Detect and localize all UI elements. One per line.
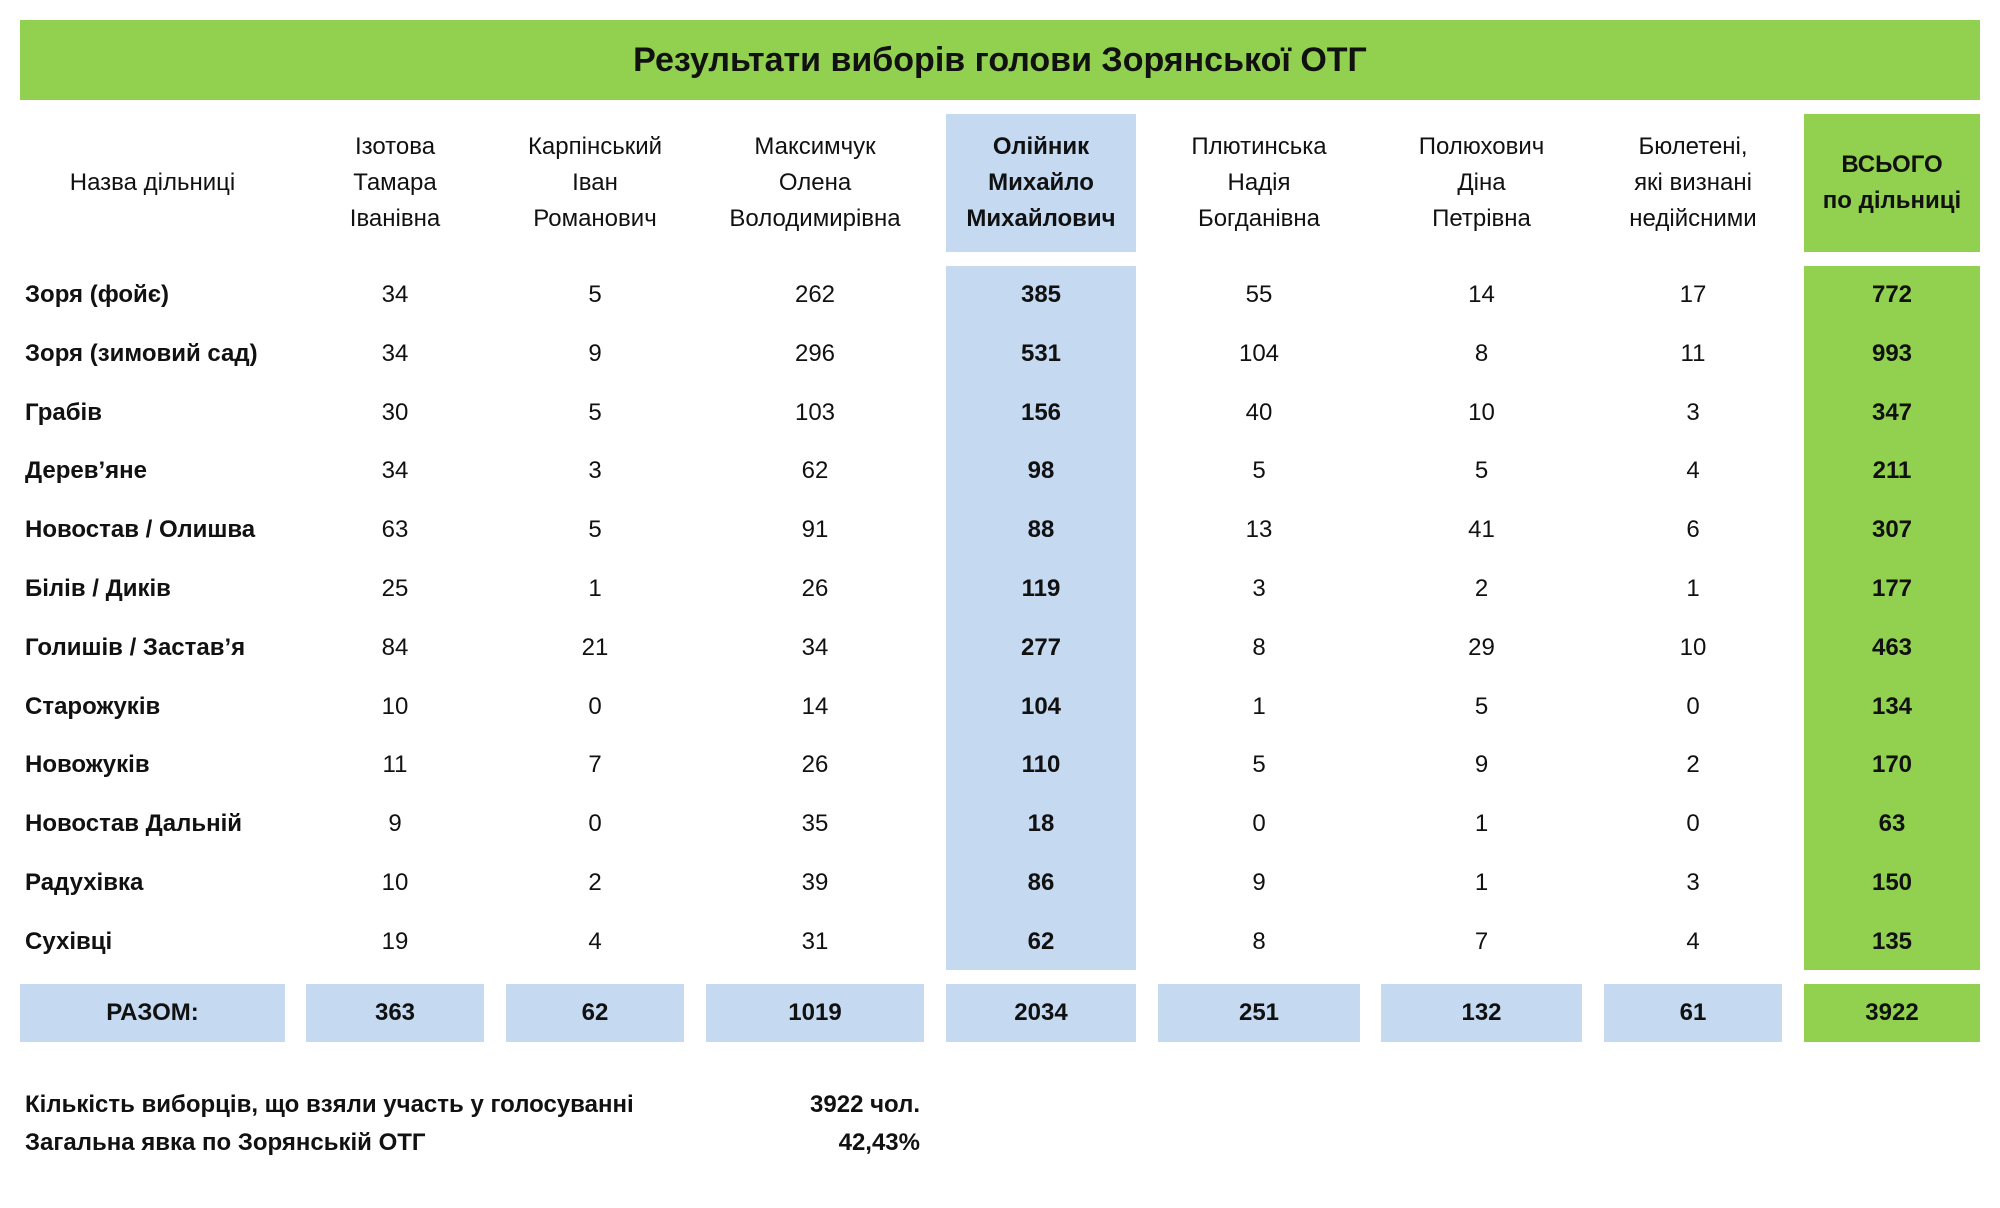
vote-count-maksymchuk: 35 xyxy=(801,810,829,838)
station-name-cell: Новостав / Олишва xyxy=(25,516,256,544)
vote-count-polyukhovych: 29 xyxy=(1468,633,1495,661)
vote-count-total: 150 xyxy=(1871,869,1913,896)
vote-count-polyukhovych: 1 xyxy=(1474,810,1489,838)
vote-count-karpinskyi: 21 xyxy=(581,633,609,661)
vote-count-izotova: 34 xyxy=(381,457,409,485)
column-header-polyukhovych: Полюхович Діна Петрівна xyxy=(1418,133,1545,232)
summary-label: Кількість виборців, що взяли участь у голосуванні xyxy=(25,1091,634,1118)
vote-count-invalid-ballots: 3 xyxy=(1686,398,1700,426)
vote-count-karpinskyi: 4 xyxy=(588,927,602,955)
vote-count-invalid-ballots: 1 xyxy=(1686,575,1700,602)
vote-count-polyukhovych: 14 xyxy=(1468,281,1495,308)
column-header-station-name: Назва дільниці xyxy=(69,169,236,196)
vote-count-karpinskyi: 3 xyxy=(588,457,602,485)
vote-count-izotova: 19 xyxy=(381,927,409,955)
column-header-plyutynska: Плютинська Надія Богданівна xyxy=(1191,133,1327,232)
vote-count-plyutynska: 40 xyxy=(1245,398,1273,426)
vote-count-polyukhovych: 2 xyxy=(1474,575,1489,602)
vote-count-maksymchuk: 34 xyxy=(801,633,829,661)
vote-count-karpinskyi: 0 xyxy=(588,810,602,838)
station-name-cell: Дерев’яне xyxy=(25,457,148,485)
vote-count-total: 170 xyxy=(1871,751,1913,779)
vote-count-karpinskyi: 5 xyxy=(588,281,602,308)
total-maksymchuk: 1019 xyxy=(706,984,924,1042)
totals-label: РАЗОМ: xyxy=(20,984,285,1042)
vote-count-plyutynska: 8 xyxy=(1252,927,1266,955)
vote-count-plyutynska: 13 xyxy=(1245,516,1273,544)
vote-count-total: 993 xyxy=(1871,339,1913,367)
vote-count-oliinyk: 98 xyxy=(1027,457,1055,485)
vote-count-plyutynska: 104 xyxy=(1238,339,1280,367)
vote-count-invalid-ballots: 11 xyxy=(1680,339,1706,367)
station-name-cell: Голишів / Застав’я xyxy=(25,633,246,661)
station-name-cell: Новожуків xyxy=(25,751,150,779)
vote-count-izotova: 30 xyxy=(381,398,409,426)
vote-count-plyutynska: 9 xyxy=(1252,869,1266,896)
vote-count-oliinyk: 110 xyxy=(1021,751,1061,779)
column-header-izotova: Ізотова Тамара Іванівна xyxy=(349,133,441,232)
vote-count-invalid-ballots: 2 xyxy=(1686,751,1700,779)
vote-count-polyukhovych: 5 xyxy=(1474,457,1489,485)
vote-count-plyutynska: 0 xyxy=(1252,810,1266,838)
vote-count-maksymchuk: 103 xyxy=(794,398,836,426)
vote-count-invalid-ballots: 4 xyxy=(1686,927,1700,955)
total-oliinyk: 2034 xyxy=(946,984,1136,1042)
total-plyutynska: 251 xyxy=(1158,984,1360,1042)
vote-count-oliinyk: 88 xyxy=(1027,516,1055,544)
summary-value: 3922 чол. xyxy=(810,1091,920,1118)
column-header-total: ВСЬОГО по дільниці xyxy=(1822,151,1962,214)
vote-count-invalid-ballots: 3 xyxy=(1686,869,1700,896)
vote-count-total: 135 xyxy=(1871,927,1913,955)
vote-count-oliinyk: 86 xyxy=(1027,869,1055,896)
vote-count-maksymchuk: 14 xyxy=(801,692,829,720)
station-name-cell: Новостав Дальній xyxy=(25,810,243,838)
vote-count-oliinyk: 62 xyxy=(1027,927,1055,955)
column-header-maksymchuk: Максимчук Олена Володимирівна xyxy=(729,133,901,232)
total-total: 3922 xyxy=(1804,984,1980,1042)
station-name-cell: Зоря (зимовий сад) xyxy=(25,339,258,367)
vote-count-karpinskyi: 5 xyxy=(588,516,602,544)
vote-count-karpinskyi: 2 xyxy=(588,869,602,896)
vote-count-izotova: 34 xyxy=(381,281,409,308)
vote-count-total: 463 xyxy=(1871,633,1913,661)
vote-count-total: 134 xyxy=(1871,692,1913,720)
vote-count-total: 307 xyxy=(1871,516,1913,544)
column-header-karpinskyi: Карпінський Іван Романович xyxy=(527,133,663,232)
station-name-cell: Старожуків xyxy=(25,692,161,720)
vote-count-total: 211 xyxy=(1872,457,1912,485)
vote-count-polyukhovych: 41 xyxy=(1468,516,1495,544)
vote-count-invalid-ballots: 10 xyxy=(1679,633,1707,661)
vote-count-plyutynska: 8 xyxy=(1252,633,1266,661)
vote-count-maksymchuk: 31 xyxy=(801,927,829,955)
station-name-cell: Радухівка xyxy=(25,869,144,896)
vote-count-maksymchuk: 262 xyxy=(794,281,836,308)
vote-count-izotova: 10 xyxy=(381,869,409,896)
vote-count-maksymchuk: 39 xyxy=(801,869,829,896)
vote-count-oliinyk: 531 xyxy=(1020,339,1062,367)
vote-count-izotova: 84 xyxy=(381,633,409,661)
vote-count-oliinyk: 385 xyxy=(1020,281,1062,308)
vote-count-oliinyk: 277 xyxy=(1020,633,1062,661)
station-name-cell: Сухівці xyxy=(25,927,113,955)
vote-count-polyukhovych: 9 xyxy=(1474,751,1489,779)
vote-count-oliinyk: 156 xyxy=(1020,398,1062,426)
column-header-oliinyk: Олійник Михайло Михайлович xyxy=(966,133,1116,232)
vote-count-oliinyk: 18 xyxy=(1027,810,1055,838)
total-polyukhovych: 132 xyxy=(1381,984,1582,1042)
vote-count-plyutynska: 5 xyxy=(1252,751,1266,779)
vote-count-karpinskyi: 9 xyxy=(588,339,602,367)
vote-count-oliinyk: 119 xyxy=(1021,575,1061,602)
vote-count-izotova: 11 xyxy=(382,751,408,779)
total-invalid-ballots: 61 xyxy=(1604,984,1782,1042)
vote-count-invalid-ballots: 17 xyxy=(1679,281,1707,308)
vote-count-invalid-ballots: 6 xyxy=(1686,516,1700,544)
vote-count-invalid-ballots: 0 xyxy=(1686,692,1700,720)
vote-count-maksymchuk: 62 xyxy=(801,457,829,485)
vote-count-oliinyk: 104 xyxy=(1020,692,1062,720)
vote-count-izotova: 63 xyxy=(381,516,409,544)
vote-count-izotova: 10 xyxy=(381,692,409,720)
total-izotova: 363 xyxy=(306,984,484,1042)
vote-count-izotova: 25 xyxy=(381,575,409,602)
vote-count-invalid-ballots: 4 xyxy=(1686,457,1700,485)
vote-count-polyukhovych: 7 xyxy=(1474,927,1489,955)
page-title: Результати виборів голови Зорянської ОТГ xyxy=(20,20,1980,100)
station-name-cell: Грабів xyxy=(25,398,102,426)
vote-count-total: 177 xyxy=(1871,575,1913,602)
vote-count-invalid-ballots: 0 xyxy=(1686,810,1700,838)
vote-count-polyukhovych: 1 xyxy=(1474,869,1489,896)
vote-count-karpinskyi: 1 xyxy=(588,575,602,602)
vote-count-izotova: 34 xyxy=(381,339,409,367)
vote-count-karpinskyi: 7 xyxy=(588,751,602,779)
total-karpinskyi: 62 xyxy=(506,984,684,1042)
vote-count-plyutynska: 5 xyxy=(1252,457,1266,485)
vote-count-maksymchuk: 91 xyxy=(801,516,829,544)
vote-count-total: 63 xyxy=(1878,810,1906,838)
vote-count-karpinskyi: 0 xyxy=(588,692,602,720)
column-header-invalid-ballots: Бюлетені, які визнані недійсними xyxy=(1629,133,1757,232)
vote-count-maksymchuk: 26 xyxy=(801,751,829,779)
vote-count-izotova: 9 xyxy=(388,810,402,838)
vote-count-plyutynska: 3 xyxy=(1252,575,1266,602)
vote-count-maksymchuk: 26 xyxy=(801,575,829,602)
summary-value: 42,43% xyxy=(838,1129,920,1156)
vote-count-total: 772 xyxy=(1871,281,1913,308)
vote-count-karpinskyi: 5 xyxy=(588,398,602,426)
vote-count-total: 347 xyxy=(1871,398,1913,426)
vote-count-maksymchuk: 296 xyxy=(794,339,836,367)
vote-count-polyukhovych: 5 xyxy=(1474,692,1489,720)
vote-count-plyutynska: 55 xyxy=(1245,281,1273,308)
summary-label: Загальна явка по Зорянській ОТГ xyxy=(25,1129,426,1156)
station-name-cell: Зоря (фойє) xyxy=(25,281,170,308)
vote-count-polyukhovych: 10 xyxy=(1468,398,1495,426)
vote-count-polyukhovych: 8 xyxy=(1474,339,1489,367)
station-name-cell: Білів / Диків xyxy=(25,575,171,602)
vote-count-plyutynska: 1 xyxy=(1252,692,1266,720)
